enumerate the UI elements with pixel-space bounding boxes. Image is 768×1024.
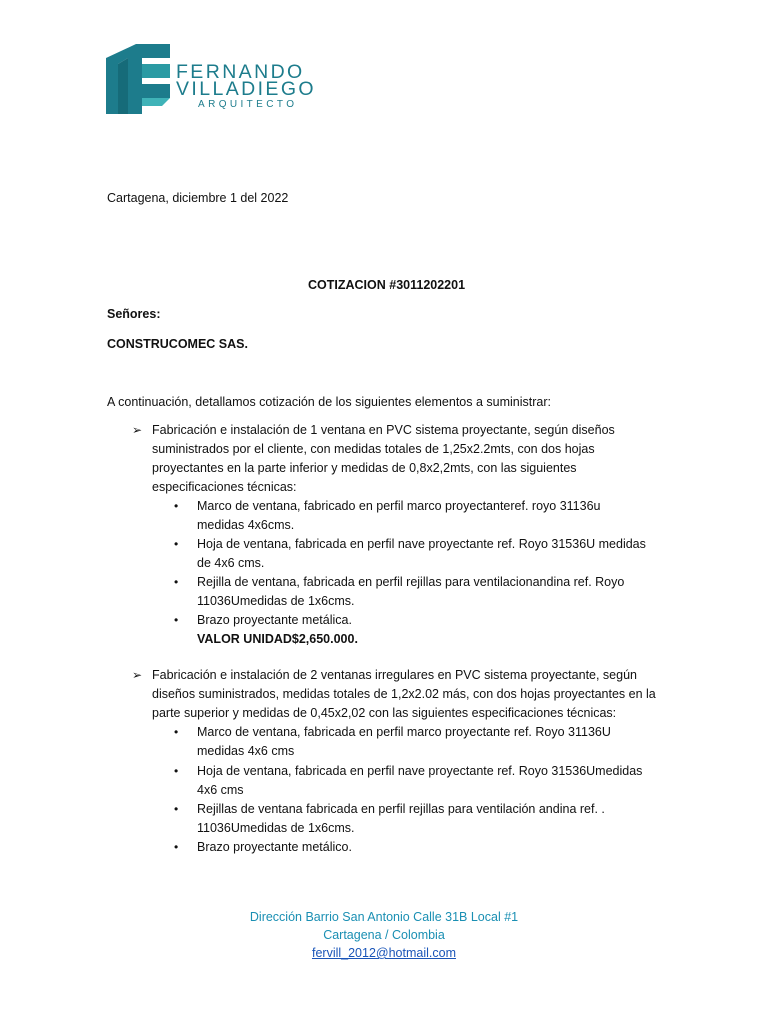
item-line: suministrados por el cliente, con medidas totales de 1,25x2.2mts, con dos hojas	[152, 442, 595, 456]
bullet-icon: •	[174, 764, 179, 778]
bullet-icon: •	[174, 613, 179, 627]
spec-line: 11036Umedidas de 1x6cms.	[197, 594, 355, 608]
logo-mark-icon	[106, 44, 172, 114]
spec-line: Marco de ventana, fabricada en perfil marco proyectante ref. Royo 31136U	[197, 725, 611, 739]
quote-title: COTIZACION #3011202201	[308, 278, 466, 292]
spec-line: medidas 4x6 cms	[197, 744, 295, 758]
item-line: Fabricación e instalación de 1 ventana en PVC sistema proyectante, según diseños	[152, 423, 615, 437]
spec-line: medidas 4x6cms.	[197, 518, 295, 532]
bullet-icon: •	[174, 725, 179, 739]
spec-line: Brazo proyectante metálica.	[197, 613, 352, 627]
bullet-icon: •	[174, 575, 179, 589]
spec-line: Hoja de ventana, fabricada en perfil nave proyectante ref. Royo 31536U medidas	[197, 537, 646, 551]
spec-line: de 4x6 cms.	[197, 556, 265, 570]
unit-value: VALOR UNIDAD$2,650.000.	[197, 632, 358, 646]
logo-name-line2: VILLADIEGO	[176, 78, 316, 100]
item-line: parte superior y medidas de 0,45x2,02 con las siguientes especificaciones técnicas:	[152, 706, 617, 720]
date-line: Cartagena, diciembre 1 del 2022	[107, 191, 289, 205]
item-line: especificaciones técnicas:	[152, 480, 297, 494]
arrow-bullet-icon: ➢	[132, 668, 143, 682]
salutation: Señores:	[107, 307, 161, 321]
client-name: CONSTRUCOMEC SAS.	[107, 337, 248, 351]
bullet-icon: •	[174, 537, 179, 551]
spec-line: Brazo proyectante metálico.	[197, 840, 352, 854]
footer-email-container	[0, 944, 768, 962]
footer-city: Cartagena / Colombia	[323, 928, 445, 942]
logo-subtitle: ARQUITECTO	[198, 99, 298, 110]
spec-line: Marco de ventana, fabricado en perfil marco proyectanteref. royo 31136u	[197, 499, 601, 513]
spec-line: Rejilla de ventana, fabricada en perfil rejillas para ventilacionandina ref. Royo	[197, 575, 625, 589]
spec-line: Hoja de ventana, fabricada en perfil nave proyectante ref. Royo 31536Umedidas	[197, 764, 643, 778]
item-line: diseños suministrados, medidas totales de 1,2x2.02 más, con dos hojas proyectantes en la	[152, 687, 656, 701]
logo-name-line1: FERNANDO	[176, 61, 305, 83]
bullet-icon: •	[174, 499, 179, 513]
spec-line: 4x6 cms	[197, 783, 244, 797]
spec-line: 11036Umedidas de 1x6cms.	[197, 821, 355, 835]
footer-address: Dirección Barrio San Antonio Calle 31B Local #1	[249, 910, 519, 924]
arrow-bullet-icon: ➢	[132, 423, 143, 437]
spec-line: Rejillas de ventana fabricada en perfil rejillas para ventilación andina ref. .	[197, 802, 605, 816]
item-line: Fabricación e instalación de 2 ventanas irregulares en PVC sistema proyectante, según	[152, 668, 637, 682]
footer-email-link[interactable]: fervill_2012@hotmail.com	[311, 946, 456, 960]
bullet-icon: •	[174, 802, 179, 816]
intro-text: A continuación, detallamos cotización de los siguientes elementos a suministrar:	[107, 395, 551, 409]
company-logo	[106, 44, 316, 120]
bullet-icon: •	[174, 840, 179, 854]
item-line: proyectantes en la parte inferior y medidas de 0,8x2,2mts, con las siguientes	[152, 461, 577, 475]
